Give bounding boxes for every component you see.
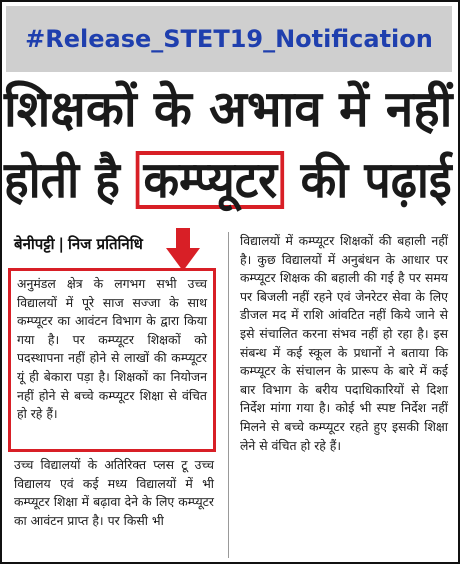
left-column-continued: [14, 456, 214, 530]
down-arrow-icon: [164, 228, 202, 272]
byline-place: बेनीपट्टी: [14, 235, 55, 253]
byline-author: निज प्रतिनिधि: [68, 235, 143, 253]
right-column: [240, 232, 448, 455]
byline-separator: |: [58, 235, 64, 253]
headline-highlight-box: कम्प्यूटर: [136, 151, 284, 209]
byline: [14, 234, 143, 254]
headline-line-2: [4, 150, 452, 210]
headline-line-2-before: होती है: [4, 151, 120, 209]
right-column-text: विद्यालयों में कम्प्यूटर शिक्षकों की बहाली नहीं है। कुछ विद्यालयों में अनुबंधन के आधार पर कम्प्यूटर शिक्षक की बहाली की गई है पर समय पर बिजली नहीं रहने एवं जेनरेटर सेवा के लिए डीजल मद में राशि आंवटित नहीं किये जाने से इसे संचालित करना संभव नहीं हो रहा है। इस संबन्ध में कई स्कूल के प्रधानों ने बताया कि कम्प्यूटर के संचालन के प्रारूप के बारे में कई बार विभाग के बरीय पदाधिकारियों से दिशा निर्देश मांगा गया है। कोई भी स्पष्ट निर्देश नहीं मिलने से बच्चे कम्प्यूटर रहते हुए इसकी शिक्षा लेने से वंचित हो रहे हैं।: [240, 233, 448, 453]
column-divider: [228, 232, 229, 558]
headline-line-1: शिक्षकों के अभाव में नहीं: [4, 80, 453, 138]
headline-line-2-after: की पढ़ाई: [300, 151, 452, 209]
banner-text: #Release_STET19_Notification: [25, 25, 433, 53]
left-column-text: उच्च विद्यालयों के अतिरिक्त प्लस टू उच्च विद्यालय एवं कई मध्य विद्यालयों में भी कम्प्यूटर शिक्षा में बढ़ावा देने के लिए कम्प्यूटर का आवंटन प्राप्त है। पर किसी भी: [14, 457, 214, 528]
notification-banner: [6, 6, 452, 72]
highlighted-paragraph-text: अनुमंडल क्षेत्र के लगभग सभी उच्च विद्यालयों में पूरे साज सज्जा के साथ कम्प्यूटर का आवंटन विभाग के द्वारा किया गया है। पर कम्प्यूटर शिक्षकों को पदस्थापना नहीं होने से लाखों की कम्प्यूटर यूं ही बेकारा पड़ा है। शिक्षकों का नियोजन नहीं होने से बच्चे कम्प्यूटर शिक्षा से वंचित हो रहे हैं।: [17, 276, 207, 422]
highlighted-paragraph: [8, 268, 216, 452]
